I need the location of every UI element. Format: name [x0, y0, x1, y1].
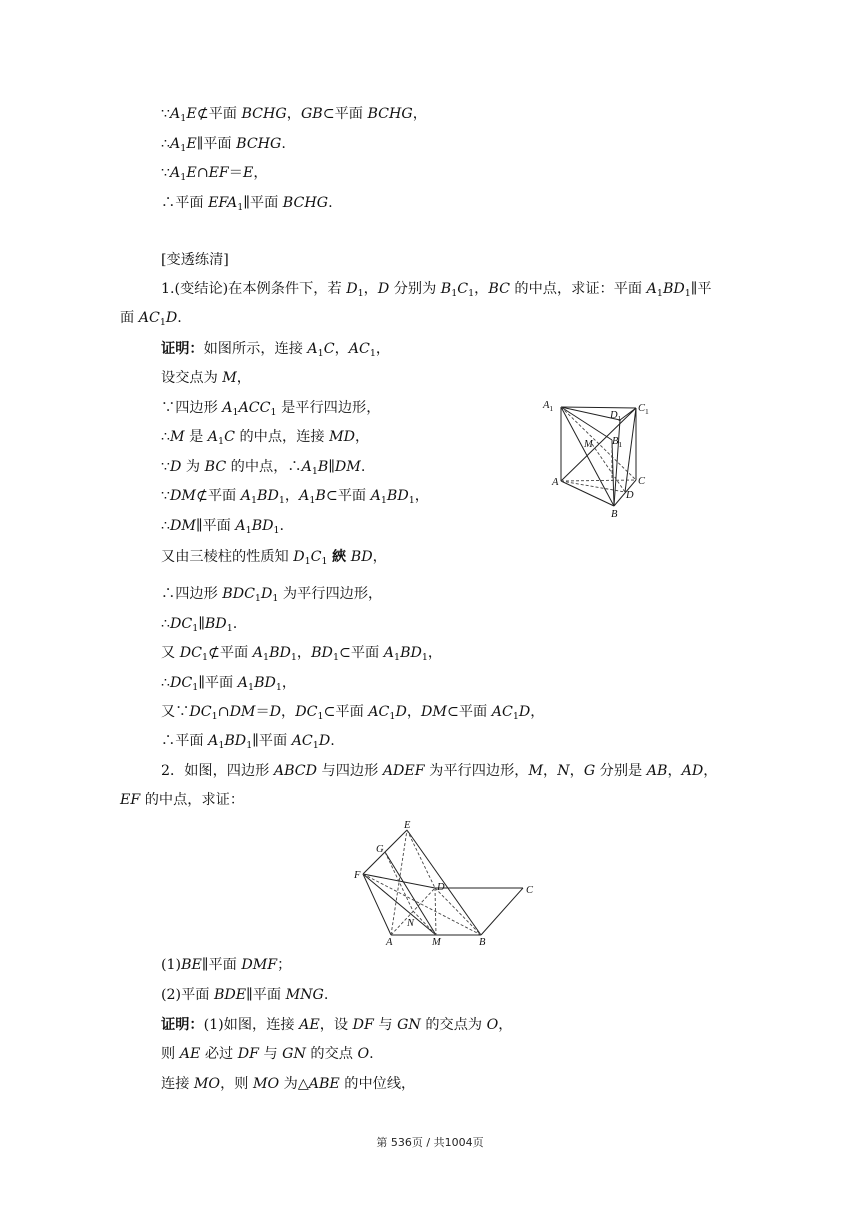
label-D: D	[437, 882, 445, 893]
label-C: C	[638, 476, 646, 487]
label-D1: $D_1$	[610, 410, 622, 423]
label-B: B	[479, 937, 486, 948]
proof-2-line-3: 连接 MO，则 MO 为△ABE 的中位线，	[161, 1076, 416, 1092]
proof-1-line-14: ∴平面 $A_1BD_1\parallel$平面 $AC_1D$.	[161, 733, 335, 751]
proof-1-line-10: $\therefore DC_1\parallel BD_1$.	[161, 616, 238, 634]
problem-2-part-2: (2)平面 BDE∥平面 MNG.	[161, 987, 329, 1003]
page-footer: 第 536页 / 共1004页	[376, 1136, 484, 1149]
proof-1-line-13: 又$\because DC_1\cap DM=D$，$DC_1\subset$平面 $AC_1D$，DM⊂平面 $AC_1D$，	[161, 704, 545, 722]
parallelogram-figure	[350, 818, 550, 948]
section-heading: [变透练清]	[161, 252, 229, 268]
proof-1-line-3: ∵四边形 $A_1ACC_1$ 是平行四边形，	[161, 400, 381, 418]
problem-1-line-1: 1.(变结论)在本例条件下，若 $D_1$，D 分别为 $B_1C_1$，BC 的中点，求证：平面 $A_1BD_1\parallel$平	[161, 281, 712, 299]
label-G: G	[376, 844, 384, 855]
proof-line-3: $\because A_1E\cap EF=E$，	[161, 165, 268, 183]
label-M: M	[584, 439, 593, 450]
proof-1-line-9: ∴四边形 $BDC_1D_1$ 为平行四边形，	[161, 586, 383, 604]
problem-2-line-2: EF 的中点，求证：	[120, 792, 245, 808]
proof-1-line-5: ∵D 为 BC 的中点，$\therefore A_1B\parallel DM$.	[161, 459, 366, 477]
proof-1-line-7: ∴DM∥平面 $A_1BD_1$.	[161, 518, 285, 536]
proof-1-line-11: 又 $DC_1⊄$平面 $A_1BD_1$，$BD_1\subset$平面 $A_1BD_1$，	[161, 645, 443, 663]
label-D: D	[626, 490, 634, 501]
label-A: A	[386, 937, 393, 948]
problem-1-line-2: 面 $AC_1D$.	[120, 310, 182, 328]
proof-line-2: $\therefore A_1E\parallel$平面 BCHG.	[161, 136, 286, 154]
proof-1-line-2: 设交点为 M，	[161, 370, 251, 386]
proof-1-line-12: $\therefore DC_1\parallel$平面 $A_1BD_1$，	[161, 675, 297, 693]
label-B1: $B_1$	[612, 436, 623, 449]
prism-figure	[540, 396, 670, 522]
proof-1-line-1: 证明：如图所示，连接 $A_1C$，$AC_1$，	[161, 341, 391, 359]
label-E: E	[404, 820, 411, 831]
proof-1-line-4: ∴M 是 $A_1C$ 的中点，连接 MD，	[161, 429, 370, 447]
label-M: M	[432, 937, 441, 948]
proof-2-line-2: 则 AE 必过 DF 与 GN 的交点 O.	[161, 1046, 374, 1062]
label-N: N	[407, 918, 415, 929]
label-C1: $C_1$	[638, 403, 649, 416]
proof-line-4: ∴平面 $EFA_1\parallel$平面 BCHG.	[161, 195, 333, 213]
label-B: B	[611, 509, 618, 520]
proof-line-1: $\because A_1E⊄$平面 BCHG，GB⊂平面 BCHG，	[161, 106, 427, 124]
label-F: F	[354, 870, 361, 881]
label-A: A	[552, 477, 559, 488]
problem-2-line-1: 2．如图，四边形 ABCD 与四边形 ADEF 为平行四边形，M，N，G 分别是 AB，AD，	[161, 763, 718, 779]
label-A1: $A_1$	[543, 400, 554, 413]
proof-2-line-1: 证明：(1)如图，连接 AE，设 DF 与 GN 的交点为 O，	[161, 1017, 513, 1033]
proof-1-line-6: ∵DM⊄平面 $A_1BD_1$，$A_1B\subset$平面 $A_1BD_1$，	[161, 488, 429, 506]
label-C: C	[526, 885, 534, 896]
proof-1-line-8: 又由三棱柱的性质知 $D_1C_1$ 綊 BD，	[161, 549, 387, 567]
problem-2-part-1: (1)BE∥平面 DMF；	[161, 957, 292, 973]
